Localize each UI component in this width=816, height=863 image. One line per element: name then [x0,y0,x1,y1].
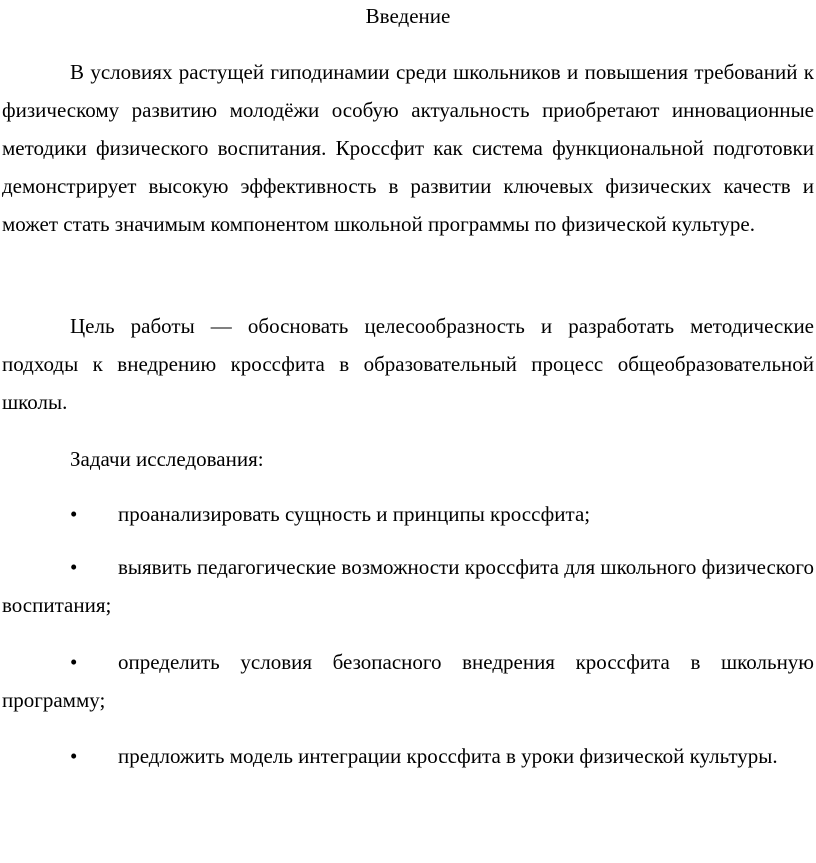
task-item-text: определить условия безопасного внедрения кроссфита в школьную программу; [2,650,814,712]
task-item-text: предложить модель интеграции кроссфита в уроки физической культуры. [118,744,778,768]
task-item [2,737,814,775]
task-item-text: проанализировать сущность и принципы кроссфита; [118,502,591,526]
bullet-marker: • [70,502,78,526]
bullet-marker: • [70,555,78,579]
tasks-heading: Задачи исследования: [70,447,264,471]
intro-paragraph: В условиях растущей гиподинамии среди школьников и повышения требований к физическому развитию молодёжи особую актуальность приобретают инновационные методики физического воспитания. Кроссфит как система функциональной подготовки демонстрирует высокую эффективность в развитии ключевых физических качеств и может стать значимым компонентом школьной программы по физической культуре. [2,60,814,236]
bullet-marker: • [70,650,78,674]
page-title: Введение [365,4,451,28]
task-item [2,643,814,719]
task-item [2,495,814,533]
goal-paragraph: Цель работы — обосновать целесообразность и разработать методические подходы к внедрению кроссфита в образовательный процесс общеобразовательной школы. [2,314,814,414]
bullet-marker: • [70,744,78,768]
task-item-text: выявить педагогические возможности кроссфита для школьного физического воспитания; [2,555,814,617]
task-item [2,548,814,624]
